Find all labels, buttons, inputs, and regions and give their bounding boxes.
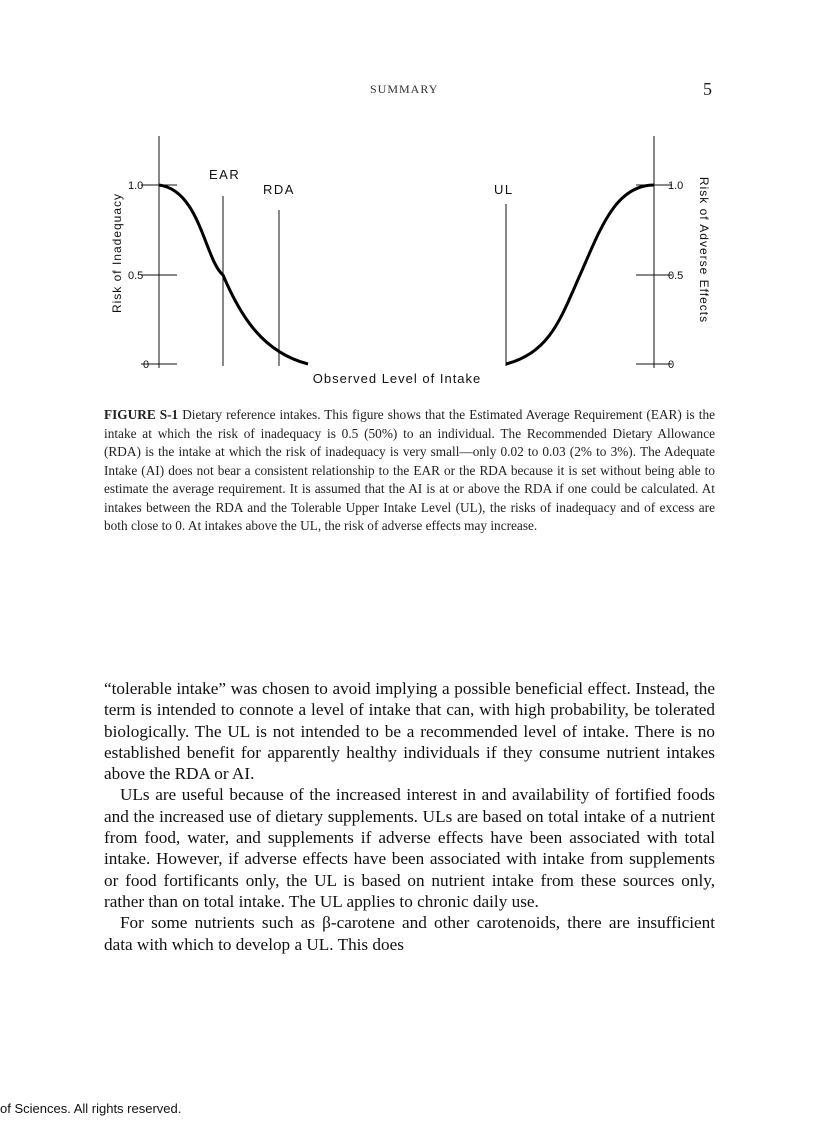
page-header <box>0 79 816 102</box>
figure-caption-text: Dietary reference intakes. This figure shows that the Estimated Average Requirement (EAR) is the intake at which the risk of inadequacy is 0.5 (50%) to an individual. The Recommended Dietary Allowance (RDA) is the intake at which the risk of inadequacy is very small—only 0.02 to 0.03 (2% to 3%). The Adequate Intake (AI) does not bear a consistent relationship to the EAR or the RDA because it is set without being able to estimate the average requirement. It is assumed that the AI is at or above the RDA if one could be calculated. At intakes between the RDA and the Tolerable Upper Intake Level (UL), the risks of inadequacy and of excess are both close to 0. At intakes above the UL, the risk of adverse effects may increase. <box>104 407 715 533</box>
body-paragraph-3: For some nutrients such as β-carotene and other carotenoids, there are insufficient data with which to develop a UL. This does <box>104 913 715 954</box>
right-tick-label-0: 0 <box>668 359 675 371</box>
copyright-footer: of Sciences. All rights reserved. <box>0 1101 182 1116</box>
left-y-axis-label: Risk of Inadequacy <box>110 192 124 314</box>
right-tick-label-1: 1.0 <box>668 180 684 192</box>
ear-label: EAR <box>209 167 241 182</box>
rda-label: RDA <box>263 182 295 197</box>
body-paragraph-2: ULs are useful because of the increased interest in and availability of fortified foods and the increased use of dietary supplements. ULs are based on total intake of a nutrient from food, water, and supplements if adverse effects have been associated with total intake. However, if adverse effects have been associated with intake from supplements or food fortificants only, the UL is based on nutrient intake from these sources only, rather than on total intake. The UL applies to chronic daily use. <box>104 785 715 911</box>
figure-label: FIGURE S-1 <box>104 407 179 422</box>
body-paragraph-1: “tolerable intake” was chosen to avoid implying a possible beneficial effect. Instead, the term is intended to connote a level of intake that can, with high probability, be tolerated biologically. The UL is not intended to be a recommended level of intake. There is no established benefit for apparently healthy individuals if they consume nutrient intakes above the RDA or AI. <box>104 679 715 784</box>
figure-s1-chart <box>0 130 816 395</box>
body-text <box>104 678 715 955</box>
running-head: SUMMARY <box>370 82 439 96</box>
right-tick-label-0.5: 0.5 <box>668 270 684 282</box>
risk-of-inadequacy-curve <box>159 185 308 364</box>
figure-caption <box>104 406 715 536</box>
left-tick-label-0: 0 <box>143 359 150 371</box>
right-y-axis-label: Risk of Adverse Effects <box>697 176 711 324</box>
ul-label: UL <box>494 182 514 197</box>
left-tick-label-0.5: 0.5 <box>128 270 144 282</box>
left-tick-label-1: 1.0 <box>128 180 144 192</box>
x-axis-label: Observed Level of Intake <box>312 371 482 386</box>
page-number: 5 <box>703 79 712 99</box>
risk-of-adverse-effects-curve <box>506 185 654 364</box>
